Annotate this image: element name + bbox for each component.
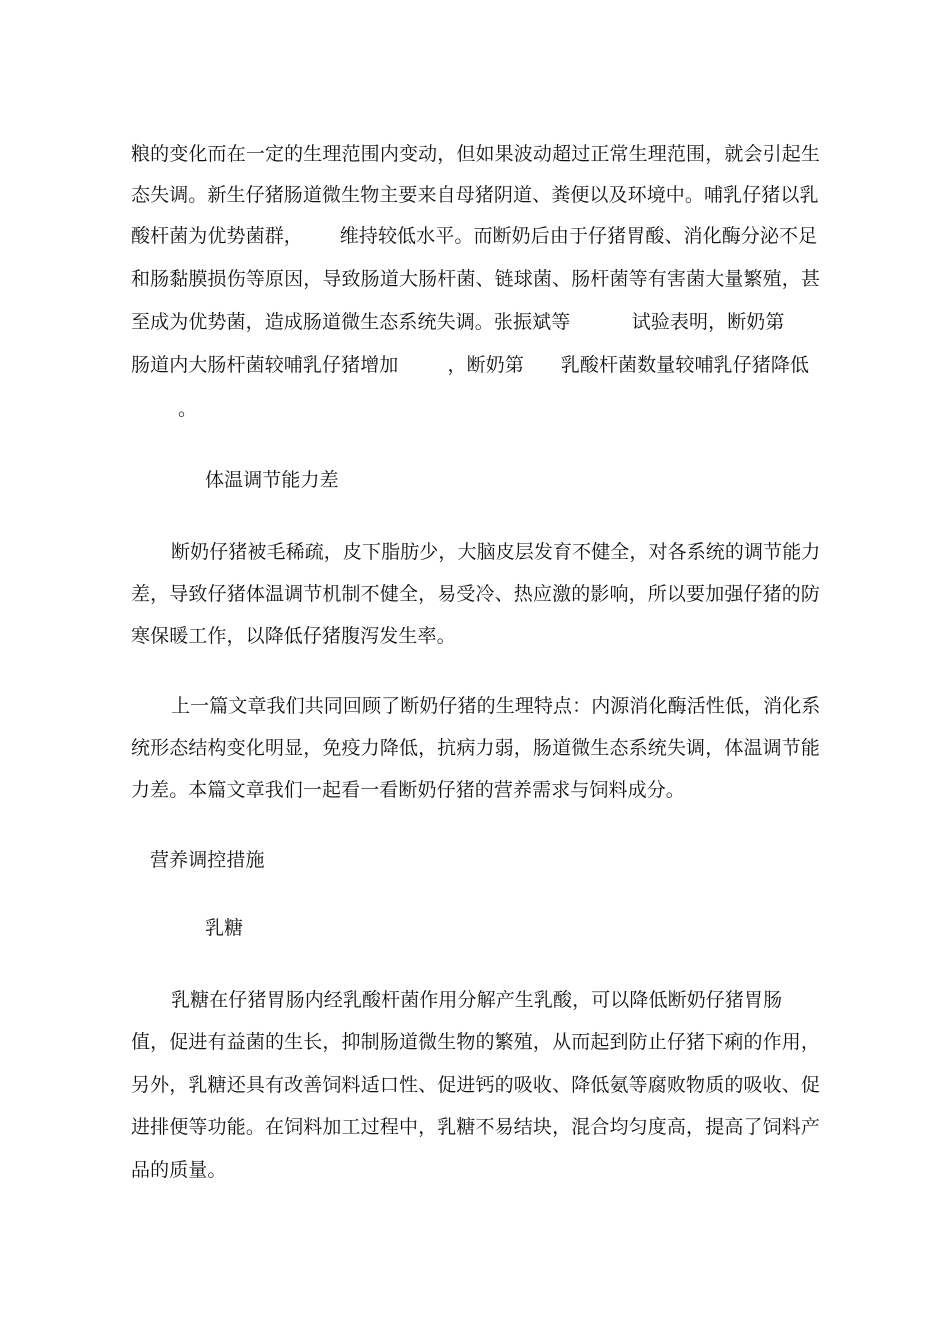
- text-line: 和肠黏膜损伤等原因，导致肠道大肠杆菌、链球菌、肠杆菌等有害菌大量繁殖，甚: [131, 268, 820, 290]
- text-line: 差，导致仔猪体温调节机制不健全，易受冷、热应激的影响，所以要加强仔猪的防: [131, 583, 820, 605]
- text-line: 肠道内大肠杆菌较哺乳仔猪增加 ，断奶第 乳酸杆菌数量较哺乳仔猪降低: [131, 354, 810, 376]
- text-line: 。: [178, 398, 198, 420]
- section-heading: 体温调节能力差: [205, 469, 339, 491]
- text-line: 统形态结构变化明显，免疫力降低，抗病力弱，肠道微生态系统失调，体温调节能: [131, 737, 820, 759]
- text-line: 乳糖在仔猪胃肠内经乳酸杆菌作用分解产生乳酸，可以降低断奶仔猪胃肠: [171, 989, 783, 1011]
- text-line: 品的质量。: [131, 1159, 227, 1181]
- text-line: 上一篇文章我们共同回顾了断奶仔猪的生理特点：内源消化酶活性低，消化系: [171, 695, 821, 717]
- text-line: 力差。本篇文章我们一起看一看断奶仔猪的营养需求与饲料成分。: [131, 779, 685, 801]
- text-line: 至成为优势菌，造成肠道微生态系统失调。张振斌等 试验表明，断奶第: [131, 311, 785, 333]
- subsection-heading: 乳糖: [205, 917, 244, 939]
- text-line: 另外，乳糖还具有改善饲料适口性、促进钙的吸收、降低氨等腐败物质的吸收、促: [131, 1074, 820, 1096]
- section-heading: 营养调控措施: [150, 849, 265, 871]
- text-line: 寒保暖工作，以降低仔猪腹泻发生率。: [131, 625, 456, 647]
- text-line: 粮的变化而在一定的生理范围内变动，但如果波动超过正常生理范围，就会引起生: [131, 143, 820, 165]
- text-line: 酸杆菌为优势菌群， 维持较低水平。而断奶后由于仔猪胃酸、消化酶分泌不足: [131, 225, 818, 247]
- text-line: 态失调。新生仔猪肠道微生物主要来自母猪阴道、粪便以及环境中。哺乳仔猪以乳: [131, 184, 819, 206]
- text-line: 断奶仔猪被毛稀疏，皮下脂肪少，大脑皮层发育不健全，对各系统的调节能力: [171, 541, 821, 563]
- text-line: 值，促进有益菌的生长，抑制肠道微生物的繁殖，从而起到防止仔猪下痢的作用，: [131, 1031, 820, 1053]
- text-line: 进排便等功能。在饲料加工过程中，乳糖不易结块，混合均匀度高，提高了饲料产: [131, 1116, 820, 1138]
